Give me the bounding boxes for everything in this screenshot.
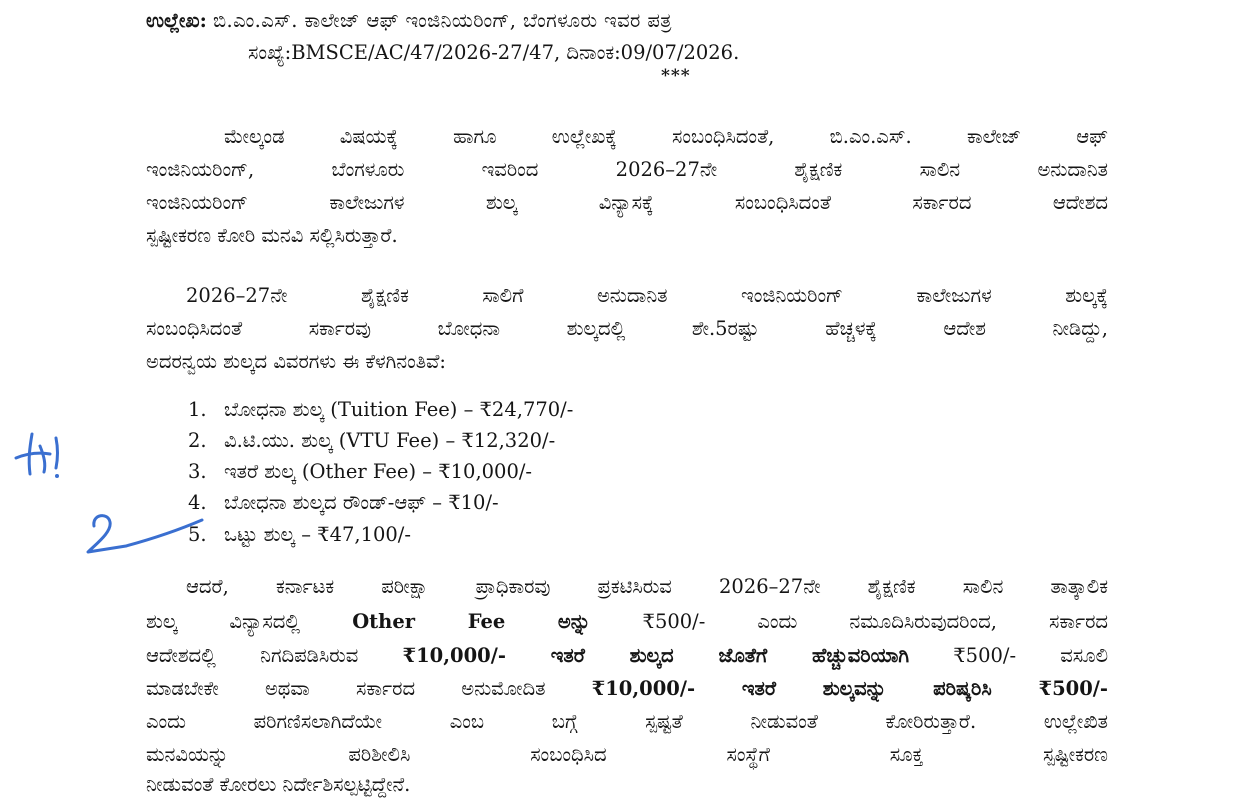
para3-line-3 — [146, 643, 1108, 669]
fee-list-number: 2. — [188, 429, 207, 452]
para3-line-2-a: ಶುಲ್ಕ ವಿನ್ಯಾಸದಲ್ಲಿ — [146, 610, 301, 633]
fee-list-number: 4. — [188, 491, 207, 514]
reference-line-2: ಸಂಖ್ಯೆ:BMSCE/AC/47/2026-27/47, ದಿನಾಂಕ:09/07/2026. — [248, 41, 740, 64]
para2-line-1: 2026–27ನೇ ಶೈಕ್ಷಣಿಕ ಸಾಲಿಗೆ ಅನುದಾನಿತ ಇಂಜಿನಿಯರಿಂಗ್ ಕಾಲೇಜುಗಳ ಶುಲ್ಕಕ್ಕೆ — [186, 284, 1108, 307]
fee-list-text: ಇತರೆ ಶುಲ್ಕ (Other Fee) – ₹10,000/- — [224, 460, 533, 483]
fee-list-text: ಒಟ್ಟು ಶುಲ್ಕ – ₹47,100/- — [224, 523, 411, 546]
para3-line-6: ಮನವಿಯನ್ನು ಪರಿಶೀಲಿಸಿ ಸಂಬಂಧಿಸಿದ ಸಂಸ್ಥೆಗೆ ಸೂಕ್ತ ಸ್ಪಷ್ಟೀಕರಣ — [146, 743, 1108, 766]
fee-list-item — [188, 459, 532, 485]
para1-line-2: ಇಂಜಿನಿಯರಿಂಗ್, ಬೆಂಗಳೂರು ಇವರಿಂದ 2026–27ನೇ ಶೈಕ್ಷಣಿಕ ಸಾಲಿನ ಅನುದಾನಿತ — [146, 158, 1108, 181]
fee-list-text: ವಿ.ಟಿ.ಯು. ಶುಲ್ಕ (VTU Fee) – ₹12,320/- — [224, 429, 556, 452]
fee-list-item — [188, 490, 499, 516]
para1-line-1: ಮೇಲ್ಕಂಡ ವಿಷಯಕ್ಕೆ ಹಾಗೂ ಉಲ್ಲೇಖಕ್ಕೆ ಸಂಬಂಧಿಸಿದಂತೆ, ಬಿ.ಎಂ.ಎಸ್. ಕಾಲೇಜ್ ಆಫ್ — [224, 125, 1108, 148]
para3-line-4 — [146, 676, 1108, 702]
reference-label: ಉಲ್ಲೇಖ: — [146, 9, 207, 32]
para2-line-3: ಅದರನ್ವಯ ಶುಲ್ಕದ ವಿವರಗಳು ಈ ಕೆಳಗಿನಂತಿವೆ: — [146, 350, 446, 373]
fee-list-item — [188, 428, 555, 454]
separator-stars: *** — [661, 66, 691, 86]
fee-list-item — [188, 522, 411, 548]
para3-line-7: ನೀಡುವಂತೆ ಕೋರಲು ನಿರ್ದೇಶಿಸಲ್ಪಟ್ಟಿದ್ದೇನೆ. — [146, 773, 411, 796]
para3-line-1: ಆದರೆ, ಕರ್ನಾಟಕ ಪರೀಕ್ಷಾ ಪ್ರಾಧಿಕಾರವು ಪ್ರಕಟಿಸಿರುವ 2026–27ನೇ ಶೈಕ್ಷಣಿಕ ಸಾಲಿನ ತಾತ್ಕಾಲಿಕ — [186, 575, 1108, 598]
fee-list-item — [188, 397, 573, 423]
para3-line-2-b: Other Fee ಅನ್ನು — [352, 610, 591, 633]
fee-list-text: ಬೋಧನಾ ಶುಲ್ಕದ ರೌಂಡ್-ಆಫ್ – ₹10/- — [224, 491, 499, 514]
fee-list-number: 1. — [188, 398, 207, 421]
fee-list-number: 5. — [188, 523, 207, 546]
para3-line-3-a: ಆದೇಶದಲ್ಲಿ ನಿಗದಿಪಡಿಸಿರುವ — [146, 644, 359, 667]
para2-line-2: ಸಂಬಂಧಿಸಿದಂತೆ ಸರ್ಕಾರವು ಬೋಧನಾ ಶುಲ್ಕದಲ್ಲಿ ಶೇ.5ರಷ್ಟು ಹೆಚ್ಚಳಕ್ಕೆ ಆದೇಶ ನೀಡಿದ್ದು, — [146, 317, 1108, 340]
para1-line-3: ಇಂಜಿನಿಯರಿಂಗ್ ಕಾಲೇಜುಗಳ ಶುಲ್ಕ ವಿನ್ಯಾಸಕ್ಕೆ ಸಂಬಂಧಿಸಿದಂತೆ ಸರ್ಕಾರದ ಆದೇಶದ — [146, 191, 1108, 214]
para3-line-2 — [146, 609, 1108, 635]
para3-line-3-c: ₹500/- ವಸೂಲಿ — [953, 644, 1109, 667]
para3-line-2-c: ₹500/- ಎಂದು ನಮೂದಿಸಿರುವುದರಿಂದ, ಸರ್ಕಾರದ — [642, 610, 1108, 633]
fee-list-text: ಬೋಧನಾ ಶುಲ್ಕ (Tuition Fee) – ₹24,770/- — [224, 398, 574, 421]
handwritten-initial-icon — [10, 428, 74, 484]
para3-line-4-a: ಮಾಡಬೇಕೇ ಅಥವಾ ಸರ್ಕಾರದ ಅನುಮೋದಿತ — [146, 677, 546, 700]
para3-line-4-b: ₹10,000/- ಇತರೆ ಶುಲ್ಕವನ್ನು ಪರಿಷ್ಕರಿಸಿ ₹500/- — [591, 677, 1109, 700]
para3-line-5: ಎಂದು ಪರಿಗಣಿಸಲಾಗಿದೆಯೇ ಎಂಬ ಬಗ್ಗೆ ಸ್ಪಷ್ಟತೆ ನೀಡುವಂತೆ ಕೋರಿರುತ್ತಾರೆ. ಉಲ್ಲೇಖಿತ — [146, 710, 1108, 733]
handwritten-signature-icon — [78, 500, 208, 570]
para3-line-3-b: ₹10,000/- ಇತರೆ ಶುಲ್ಕದ ಜೊತೆಗೆ ಹೆಚ್ಚುವರಿಯಾಗಿ — [402, 644, 910, 667]
reference-line-1 — [146, 8, 1108, 34]
fee-list-number: 3. — [188, 460, 207, 483]
reference-text-1: ಬಿ.ಎಂ.ಎಸ್. ಕಾಲೇಜ್ ಆಫ್ ಇಂಜಿನಿಯರಿಂಗ್, ಬೆಂಗಳೂರು ಇವರ ಪತ್ರ — [213, 9, 672, 32]
para1-line-4: ಸ್ಪಷ್ಟೀಕರಣ ಕೋರಿ ಮನವಿ ಸಲ್ಲಿಸಿರುತ್ತಾರೆ. — [146, 224, 398, 247]
